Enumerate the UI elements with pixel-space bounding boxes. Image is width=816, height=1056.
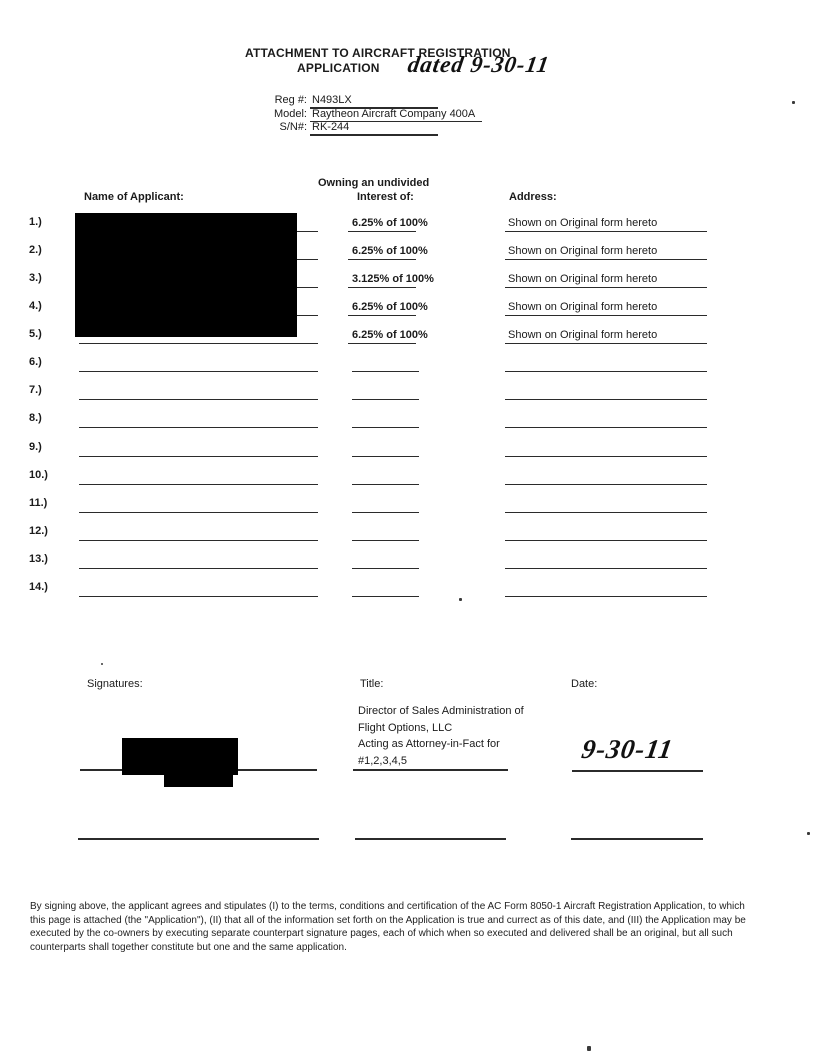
serial-number-label: S/N#: — [279, 121, 307, 133]
interest-underline — [352, 427, 419, 429]
redacted-signature-block — [164, 775, 233, 787]
applicant-row — [0, 485, 816, 513]
document-title-line2: APPLICATION — [297, 61, 380, 75]
row-number: 8.) — [29, 412, 42, 424]
scan-artifact — [587, 1046, 591, 1051]
interest-column-header-line2: Interest of: — [357, 191, 414, 203]
title-text-line: Flight Options, LLC — [358, 721, 453, 734]
applicant-row — [0, 429, 816, 457]
row-number: 7.) — [29, 384, 42, 396]
address-underline — [505, 596, 707, 598]
date-underline — [572, 770, 703, 772]
title-text-line: Acting as Attorney-in-Fact for — [358, 738, 500, 750]
applicant-row — [0, 400, 816, 428]
signature-underline — [78, 838, 319, 840]
model-label: Model: — [273, 107, 307, 120]
document-title-line1: ATTACHMENT TO AIRCRAFT REGISTRATION — [245, 46, 511, 60]
row-number: 9.) — [29, 441, 42, 453]
date-label: Date: — [571, 678, 598, 690]
serial-number-value: RK-244 — [312, 121, 350, 133]
scan-artifact — [792, 101, 795, 104]
address-value: Shown on Original form hereto — [508, 245, 658, 257]
applicant-row — [0, 541, 816, 569]
applicant-row — [0, 569, 816, 597]
applicant-row — [0, 372, 816, 400]
interest-value: 6.25% of 100% — [352, 217, 428, 229]
address-underline — [505, 427, 707, 429]
scan-artifact — [459, 598, 462, 601]
title-text-line: #1,2,3,4,5 — [358, 754, 407, 767]
model-value: Raytheon Aircraft Company 400A — [312, 107, 476, 120]
signatures-label: Signatures: — [87, 678, 143, 690]
redacted-signature-block — [122, 738, 238, 775]
date-underline — [571, 838, 703, 840]
handwritten-signature-date: 9-30-11 — [579, 734, 676, 764]
serial-number-underline — [310, 134, 438, 136]
interest-value: 6.25% of 100% — [352, 301, 428, 313]
interest-underline — [352, 596, 419, 598]
row-number: 11.) — [29, 497, 48, 509]
applicant-row — [0, 513, 816, 541]
legal-stipulation-text: By signing above, the applicant agrees and stipulates (I) to the terms, conditions and certification of the AC Form 8050-1 Aircraft Registration Application, to which this page is attached (the "Application"), (II) that all of the information set forth on the Application is true and currect as of this date, and (III) the Application may be executed by the co-owners by executing separate counterpart signature pages, each of which when so executed and delivered shall be an original, but all such counterparts shall together constitute but one and the same application. — [30, 901, 746, 953]
address-value: Shown on Original form hereto — [508, 273, 658, 285]
interest-value: 6.25% of 100% — [352, 329, 428, 341]
reg-number-label: Reg #: — [274, 94, 307, 106]
title-label: Title: — [360, 678, 384, 690]
interest-column-header-line1: Owning an undivided — [318, 177, 430, 189]
row-number: 10.) — [29, 469, 48, 481]
row-number: 3.) — [29, 272, 42, 284]
title-underline — [353, 769, 508, 771]
applicant-row — [0, 344, 816, 372]
handwritten-dated-annotation: dated 9-30-11 — [406, 52, 552, 77]
row-number: 6.) — [29, 356, 42, 368]
name-underline — [79, 427, 318, 429]
title-text-line: Director of Sales Administration of — [358, 705, 524, 717]
interest-value: 6.25% of 100% — [352, 245, 428, 257]
redacted-names-block — [75, 213, 297, 337]
name-underline — [79, 596, 318, 598]
row-number: 1.) — [29, 216, 42, 228]
address-value: Shown on Original form hereto — [508, 217, 658, 229]
row-number: 4.) — [29, 300, 42, 312]
scan-artifact — [101, 663, 103, 665]
row-number: 14.) — [29, 581, 48, 593]
row-number: 2.) — [29, 244, 42, 256]
title-underline — [355, 838, 506, 840]
interest-value: 3.125% of 100% — [352, 273, 434, 285]
address-column-header: Address: — [509, 191, 557, 203]
address-value: Shown on Original form hereto — [508, 329, 658, 341]
row-number: 12.) — [29, 525, 48, 537]
reg-number-value: N493LX — [312, 94, 352, 106]
address-value: Shown on Original form hereto — [508, 301, 658, 313]
scan-artifact — [807, 832, 810, 835]
row-number: 13.) — [29, 553, 48, 565]
name-column-header: Name of Applicant: — [84, 191, 184, 203]
row-number: 5.) — [29, 328, 42, 340]
applicant-row — [0, 457, 816, 485]
